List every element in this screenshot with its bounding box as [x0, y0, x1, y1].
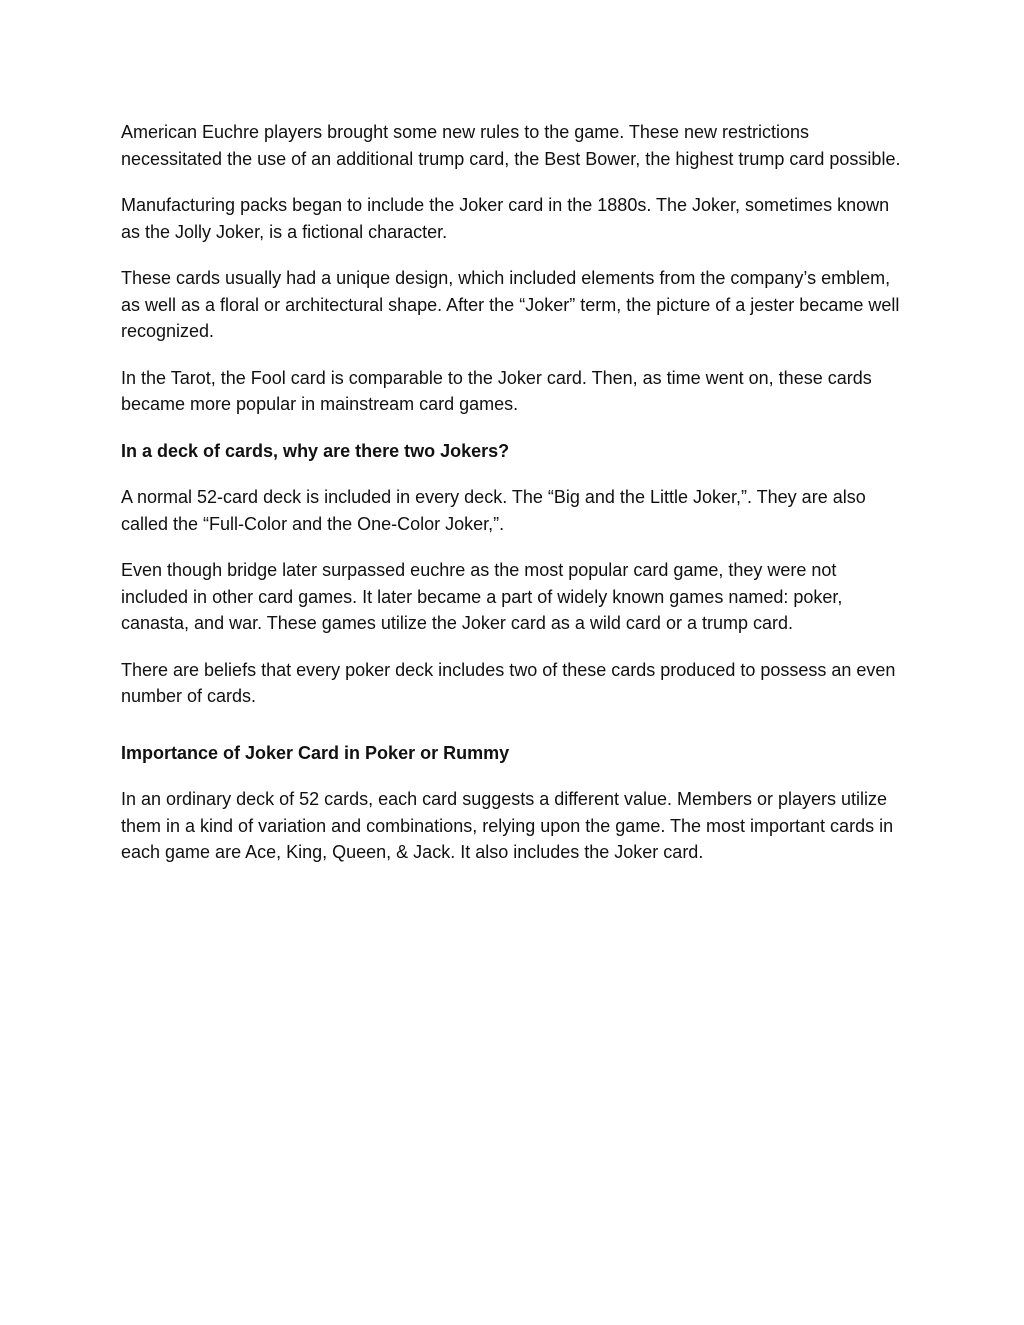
paragraph-tarot-fool: In the Tarot, the Fool card is comparable to the Joker card. Then, as time went on, these cards became more popular in mainstream card games.: [121, 367, 872, 414]
paragraph-normal-deck: A normal 52-card deck is included in every deck. The “Big and the Little Joker,”. They are also called the “Full-Color and the One-Color Joker,”.: [121, 487, 866, 534]
heading-importance-joker: Importance of Joker Card in Poker or Rummy: [121, 742, 510, 763]
paragraph-american-euchre: American Euchre players brought some new rules to the game. These new restrictions necessitated the use of an additional trump card, the Best Bower, the highest trump card possible.: [121, 122, 901, 169]
paragraph-manufacturing-packs: Manufacturing packs began to include the Joker card in the 1880s. The Joker, sometimes known as the Jolly Joker, is a fictional character.: [121, 195, 890, 242]
document-body: [121, 119, 905, 886]
paragraph-bridge-euchre: Even though bridge later surpassed euchre as the most popular card game, they were not included in other card games. It later became a part of widely known games named: poker, canasta, and war. These games utilize the Joker card as a wild card or a trump card.: [121, 560, 843, 633]
paragraph-ordinary-deck: In an ordinary deck of 52 cards, each card suggests a different value. Members or players utilize them in a kind of variation and combinations, relying upon the game. The most important cards in each game are Ace, King, Queen, & Jack. It also includes the Joker card.: [121, 789, 894, 862]
paragraph-poker-beliefs: There are beliefs that every poker deck includes two of these cards produced to possess an even number of cards.: [121, 659, 896, 706]
heading-two-jokers: In a deck of cards, why are there two Jokers?: [121, 440, 510, 461]
paragraph-card-design: These cards usually had a unique design, which included elements from the company’s emblem, as well as a floral or architectural shape. After the “Joker” term, the picture of a jester became well recognized.: [121, 268, 900, 341]
